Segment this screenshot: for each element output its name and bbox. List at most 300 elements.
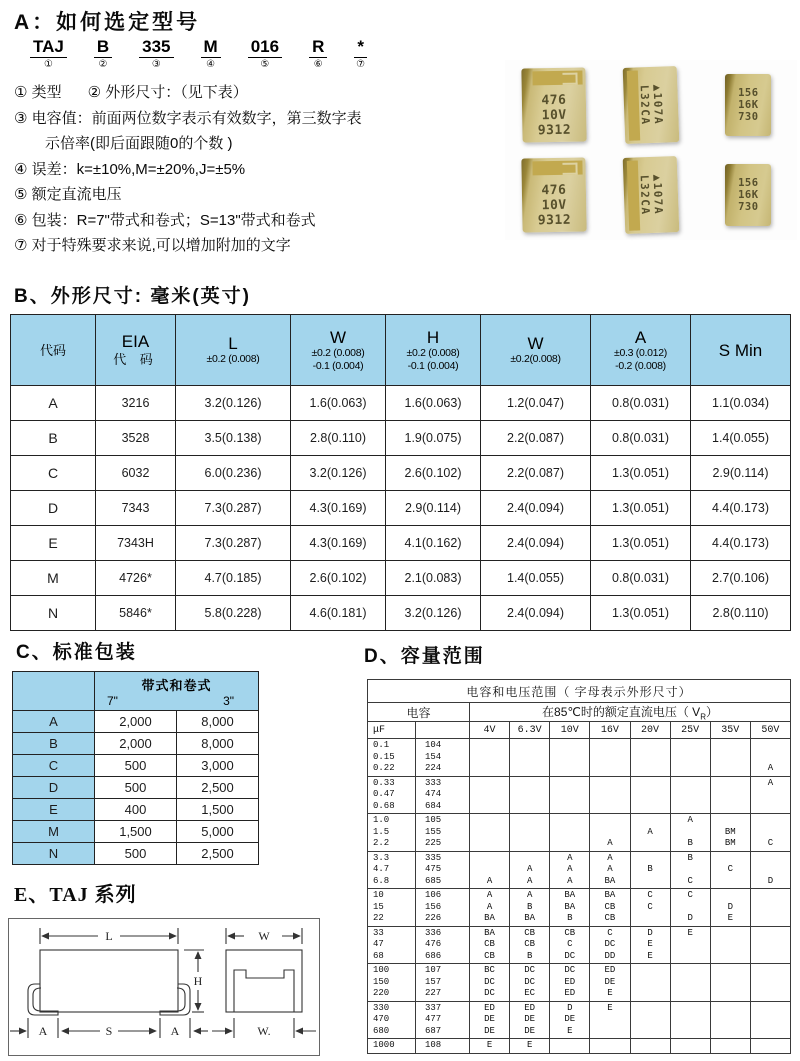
part-number-index: ⑦ [356,59,366,70]
table-cell: D [13,777,95,799]
cell-line [711,988,750,1000]
cell-line: 157 [425,976,442,987]
section-c-title: C、标准包装 [16,642,137,663]
table-row [11,456,791,491]
cell-line [751,815,790,827]
cell-line: DE [524,1014,536,1025]
cell-line: 680 [373,1025,390,1036]
table-cell: 2,000 [95,711,177,733]
cell-line: 0.68 [373,800,395,811]
capacitor-marking-rotated [637,84,664,126]
section-b-title: B、外形尺寸: 毫米(英寸) [14,286,251,307]
table-cell: 1.9(0.075) [386,421,481,456]
size-letters [470,926,510,964]
cell-line: DE [564,1014,576,1025]
cell-line: A [767,763,774,774]
voltage-label: 6.3V [510,722,550,739]
cell-line: BA [484,913,495,924]
table-cell: 4.6(0.181) [291,596,386,631]
note-text: ③ 电容值：前面两位数字表示有效数字，第三数字表 [14,109,362,127]
size-letters [550,851,590,889]
size-letters [470,814,510,852]
cell-line [631,1040,670,1052]
size-letters [550,776,590,814]
size-letters [590,889,630,927]
cell-line [590,801,629,813]
cell-line: 220 [373,988,390,999]
capacitance-row [368,926,791,964]
capacitance-row [368,889,791,927]
cell-line: A [607,838,613,849]
table-cell: C [13,755,95,777]
cell-line [550,815,589,827]
size-letters [510,1001,550,1039]
cell-line [590,815,629,827]
cell-line: 226 [425,913,442,924]
cell-line: E [567,1025,573,1036]
capacitor-body [521,157,586,232]
size-letters [670,739,710,777]
cell-line: 100 [373,965,390,976]
note-text: ④ 误差：k=±10%,M=±20%,J=±5% [14,160,246,178]
table-cell: 6.0(0.236) [176,456,291,491]
cell-line [751,740,790,752]
table-cell: 4.4(0.173) [691,491,791,526]
table-cell: 2.1(0.083) [386,561,481,596]
cell-line [671,939,710,951]
cell-line [470,815,509,827]
table-cell: 1.6(0.063) [291,386,386,421]
cell-line [550,838,589,850]
table-cell: 8,000 [177,711,259,733]
cell-line: ED [564,976,576,987]
part-number-index: ⑤ [260,59,270,70]
cell-line [590,789,629,801]
taj-outline-drawing [8,918,320,1056]
cell-line: 150 [373,976,390,987]
cell-line [711,1014,750,1026]
size-letters [470,1001,510,1039]
part-number-segment [309,38,327,70]
cell-line [470,838,509,850]
capacitor-marking: 730 [738,111,759,123]
table-cell: 6032 [96,456,176,491]
table-cell: 2.6(0.102) [291,561,386,596]
cell-line: 105 [425,815,442,826]
cell-line [671,801,710,813]
cell-line: 68 [373,950,384,961]
drawing-lines [10,928,316,1038]
cell-line [711,815,750,827]
capacitor-marking: 10V [541,107,567,124]
size-letters [710,964,750,1002]
cell-line: 475 [425,864,442,875]
cell-line [751,890,790,902]
header-tolerance: ±0.2 (0.008) [311,346,365,359]
cell-line [751,977,790,989]
note-text: ① 类型 [14,84,62,101]
capacitor-photo [522,158,586,232]
cell-line [631,801,670,813]
capacitor-body [623,156,680,234]
cell-line: DE [604,976,616,987]
voltage-label: 50V [750,722,790,739]
capacitance-table-title: 电容和电压范围（ 字母表示外形尺寸） [368,680,791,703]
table-cell: 0.8(0.031) [591,386,691,421]
model-notes [14,80,514,259]
part-number-index: ② [98,59,108,70]
cell-line [671,1040,710,1052]
cell-line [751,853,790,865]
cell-line [550,1040,589,1052]
table-row [11,421,791,456]
cell-line: 108 [425,1040,442,1051]
capacitor-body [725,74,771,136]
cell-line [631,965,670,977]
size-letters [750,851,790,889]
cell-line: E [727,913,734,924]
cell-line: 224 [425,763,442,774]
cell-line: BA [524,913,536,924]
table-row [13,799,259,821]
cell-line: B [567,913,573,924]
note-line [14,131,514,157]
cell-line: 15 [373,901,384,912]
cell-line [510,801,549,813]
table-cell: 2.2(0.087) [481,421,591,456]
size-letters [750,1001,790,1039]
cell-line: DE [484,1014,495,1025]
cell-line: C [567,939,573,950]
size-letters [510,739,550,777]
cell-line: E [526,1040,533,1051]
cell-line: 155 [425,826,442,837]
part-number-index: ④ [206,59,216,70]
section-e-title: E、TAJ 系列 [14,884,137,906]
cell-line: 687 [425,1025,442,1036]
voltage-label-row [368,722,791,739]
cell-line: ED [564,988,576,999]
uf-values [368,926,416,964]
table-cell: B [11,421,96,456]
note-line [14,208,514,234]
dimension-labels [39,929,271,1038]
cell-line: 330 [373,1002,390,1013]
table-row [13,821,259,843]
cell-line [711,853,750,865]
cell-line [671,1003,710,1015]
cell-line: E [486,1040,493,1051]
note-line [14,106,514,132]
size-letters [590,1039,630,1054]
cell-line: BA [604,875,616,886]
cell-line: E [607,988,613,999]
cell-line: A [647,826,653,837]
cell-line [751,1003,790,1015]
cell-line [751,988,790,1000]
size-letters [670,851,710,889]
table-cell: 3528 [96,421,176,456]
cell-line [671,977,710,989]
cell-line [510,853,549,865]
cell-line [751,1026,790,1038]
cell-line: 476 [425,939,442,950]
cell-line [470,801,509,813]
cell-line [671,965,710,977]
cell-line [631,752,670,764]
size-letters [710,851,750,889]
table-cell: 3.5(0.138) [176,421,291,456]
cell-line [510,789,549,801]
header-tolerance: -0.2 (0.008) [615,359,666,372]
size-letters [710,814,750,852]
capacitor-marking-rotated [637,174,664,216]
size-letters [670,1001,710,1039]
cell-line: A [767,777,774,788]
cell-line: BM [724,838,736,849]
table-cell: 2.8(0.110) [691,596,791,631]
cell-line: 333 [425,777,442,788]
uf-values [368,776,416,814]
table-cell: D [11,491,96,526]
note-text: ⑥ 包装：R=7"带式和卷式；S=13"带式和卷式 [14,211,316,229]
cell-line: A [526,890,533,901]
part-number-segment [248,38,282,70]
capacitance-row [368,964,791,1002]
table-cell: 1.1(0.034) [691,386,791,421]
capacitor-marking: 9312 [537,122,571,139]
cell-line [631,1014,670,1026]
capacitor-marking: L32CA [637,174,652,216]
note-line [14,80,514,106]
table-cell: 4.3(0.169) [291,491,386,526]
cell-line: 10 [373,890,384,901]
size-letters [630,851,670,889]
cell-line: CB [604,913,616,924]
size-letters [590,1001,630,1039]
cell-line: B [687,852,693,863]
cell-line [711,928,750,940]
cell-line: A [486,890,493,901]
header-sub: 代 码 [113,352,158,367]
size-letters [590,926,630,964]
capacitance-table [367,679,791,1054]
uf-values [368,739,416,777]
table-cell: 1.3(0.051) [591,526,691,561]
cell-line: 106 [425,890,442,901]
size-letters [590,739,630,777]
size-letters [630,776,670,814]
capacitor-marking: 156 [738,87,759,99]
table-row [13,843,259,865]
table-row [13,755,259,777]
size-letters [510,814,550,852]
cell-line: 685 [425,875,442,886]
header-main: A [634,327,647,347]
size-letters [470,964,510,1002]
packaging-header [95,672,259,711]
column-header [11,315,96,386]
table-cell: 7.3(0.287) [176,526,291,561]
size-letters [750,1039,790,1054]
header-tolerance: ±0.2 (0.008) [406,346,460,359]
code-values [416,851,470,889]
part-number-segment [201,38,221,70]
capacitor-marking: 476 [540,182,567,199]
cell-line: E [687,927,693,938]
size-letters [750,964,790,1002]
cell-line [470,864,509,876]
cell-line: 33 [373,927,384,938]
cell-line [751,928,790,940]
cell-line [711,789,750,801]
voltage-header: 在85℃时的额定直流电压（ $V_R$） [470,703,791,722]
drawing-border [9,919,320,1056]
capacitor-body [521,67,586,142]
cell-line [751,864,790,876]
cell-line: D [647,927,653,938]
cell-line [550,789,589,801]
size-letters [590,814,630,852]
cell-line [510,827,549,839]
cell-line: BA [604,890,616,901]
cell-line [510,778,549,790]
cell-line: CB [484,939,495,950]
cell-line [671,988,710,1000]
cell-line: 335 [425,852,442,863]
cell-line [631,789,670,801]
part-number-value: R [309,38,327,58]
cell-line [631,763,670,775]
column-header [291,315,386,386]
capacitance-row [368,814,791,852]
cell-line: DC [524,976,536,987]
size-letters [510,964,550,1002]
cell-line [470,853,509,865]
size-letters [630,889,670,927]
table-cell: 5,000 [177,821,259,843]
size-letters [630,1039,670,1054]
capacitor-marking: 156 [738,177,759,189]
cell-line [510,763,549,775]
size-letters [670,814,710,852]
size-letters [750,889,790,927]
cell-line [751,902,790,914]
capacitor-marking: ▲107A [650,174,665,216]
table-cell: B [13,733,95,755]
code-values [416,1039,470,1054]
size-letters [750,739,790,777]
cell-line: D [567,1002,573,1013]
header-tolerance: -0.1 (0.004) [407,359,459,372]
cell-line [671,752,710,764]
capacitor-marking: 476 [540,92,567,109]
uf-values [368,1001,416,1039]
part-number-segment [139,38,173,70]
cell-line [751,965,790,977]
cell-line [590,763,629,775]
note-line [14,182,514,208]
table-cell: A [11,386,96,421]
cell-line: A [526,864,533,875]
cell-line [711,763,750,775]
cell-line: DC [484,988,495,999]
code-values [416,776,470,814]
cell-line: 154 [425,751,442,762]
size-letters [710,889,750,927]
capacitor-photo [624,157,678,233]
cell-line [510,815,549,827]
cell-line: B [647,864,653,875]
table-cell: 5846* [96,596,176,631]
cell-line [631,1003,670,1015]
cell-line: 4.7 [373,864,390,875]
cell-line: 1000 [373,1040,395,1051]
table-row [11,491,791,526]
cell-line: 337 [425,1002,442,1013]
cell-line: EC [524,988,536,999]
size-letters [630,814,670,852]
header-main: W [329,327,347,347]
header-main: 代码 [39,342,66,358]
table-cell: 2,500 [177,777,259,799]
cell-line: BA [564,901,576,912]
table-row [11,386,791,421]
size-letters [670,1039,710,1054]
column-header [691,315,791,386]
table-cell: 4726* [96,561,176,596]
cell-line: CB [604,901,616,912]
cell-line: 0.33 [373,777,395,788]
cell-line [671,763,710,775]
cell-line [711,965,750,977]
size-letters [670,926,710,964]
cell-line: 227 [425,988,442,999]
cell-line [550,801,589,813]
cap-header: 电容 [368,703,470,722]
capacitor-marking: 10V [541,197,567,214]
table-cell: 7.3(0.287) [176,491,291,526]
capacitor-marking: L32CA [637,84,652,126]
table-cell: 4.1(0.162) [386,526,481,561]
cell-line: A [567,864,573,875]
size-letters [750,926,790,964]
table-cell: E [11,526,96,561]
uf-values [368,964,416,1002]
cell-line [671,1026,710,1038]
capacitor-photos [505,60,797,240]
dim-label-A-right: A [170,1024,180,1038]
cell-line [470,752,509,764]
cell-line: CB [524,939,536,950]
size-letters [710,1001,750,1039]
part-number-index: ① [43,59,53,70]
table-cell: 1.3(0.051) [591,491,691,526]
table-cell: 2.7(0.106) [691,561,791,596]
cell-line: 104 [425,740,442,751]
cell-line [751,827,790,839]
cell-line: B [526,950,533,961]
cell-line: ED [484,1002,495,1013]
size-letters [710,776,750,814]
part-number-segment [354,38,367,70]
size-letters [510,776,550,814]
cell-line: 156 [425,901,442,912]
cell-line: 470 [373,1014,390,1025]
cell-line: A [607,852,613,863]
cell-line [631,977,670,989]
dim-label-L: L [105,929,113,943]
